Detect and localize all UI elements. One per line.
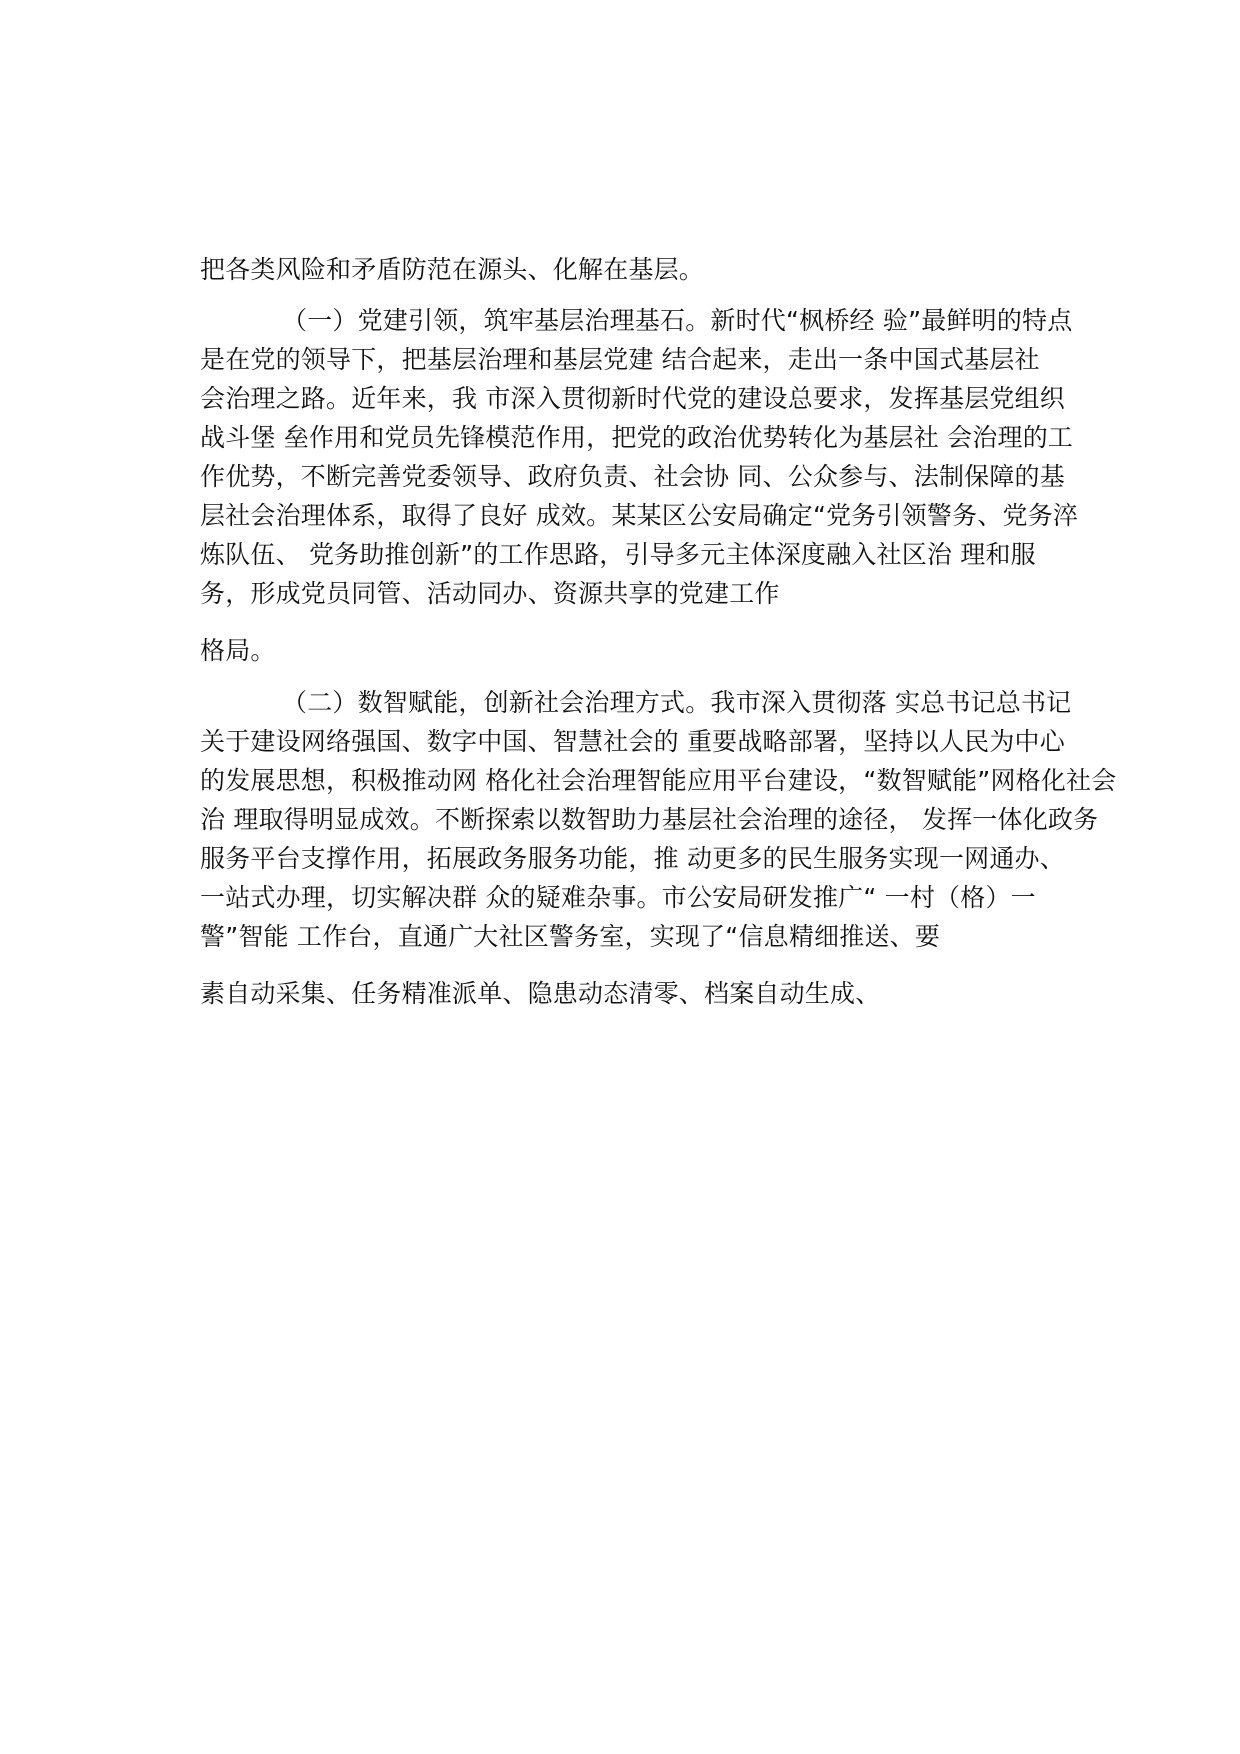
paragraph-2-line-7: 警”智能 工作台，直通广大社区警务室，实现了“信息精细推送、要	[200, 922, 941, 951]
paragraph-2-line-3: 的发展思想，积极推动网 格化社会治理智能应用平台建设，“数智赋能”网格化社会	[200, 766, 1117, 795]
paragraph-1-line-6: 层社会治理体系，取得了良好 成效。某某区公安局确定“党务引领警务、党务淬	[200, 501, 1079, 530]
paragraph-2-line-6: 一站式办理，切实解决群 众的疑难杂事。市公安局研发推广“ 一村（格）一	[200, 883, 1036, 912]
paragraph-2-line-1: （二）数智赋能，创新社会治理方式。我市深入贯彻落 实总书记总书记	[282, 688, 1072, 717]
paragraph-2-line-4: 治 理取得明显成效。不断探索以数智助力基层社会治理的途径， 发挥一体化政务	[200, 805, 1099, 834]
text-line-1: 把各类风险和矛盾防范在源头、化解在基层。	[200, 255, 705, 284]
paragraph-1-line-7: 炼队伍、 党务助推创新”的工作思路，引导多元主体深度融入社区治 理和服	[200, 540, 1036, 569]
paragraph-1-line-1: （一）党建引领，筑牢基层治理基石。新时代“枫桥经 验”最鲜明的特点	[282, 306, 1073, 335]
paragraph-2-line-5: 服务平台支撑作用，拓展政务服务功能，推 动更多的民生服务实现一网通办、	[200, 844, 1065, 873]
paragraph-2-line-2: 关于建设网络强国、数字中国、智慧社会的 重要战略部署，坚持以人民为中心	[200, 727, 1065, 756]
paragraph-1-line-3: 会治理之路。近年来，我 市深入贯彻新时代党的建设总要求，发挥基层党组织	[200, 384, 1065, 413]
paragraph-1-line-5: 作优势，不断完善党委领导、政府负责、社会协 同、公众参与、法制保障的基	[200, 462, 1065, 491]
paragraph-2-line-8: 素自动采集、任务精准派单、隐患动态清零、档案自动生成、	[200, 979, 881, 1008]
paragraph-1-line-9: 格局。	[200, 636, 276, 665]
paragraph-1-line-4: 战斗堡 垒作用和党员先锋模范作用，把党的政治优势转化为基层社 会治理的工	[200, 423, 1074, 452]
paragraph-1-line-2: 是在党的领导下，把基层治理和基层党建 结合起来，走出一条中国式基层社	[200, 345, 1040, 374]
paragraph-1-line-8: 务，形成党员同管、活动同办、资源共享的党建工作	[200, 579, 780, 608]
